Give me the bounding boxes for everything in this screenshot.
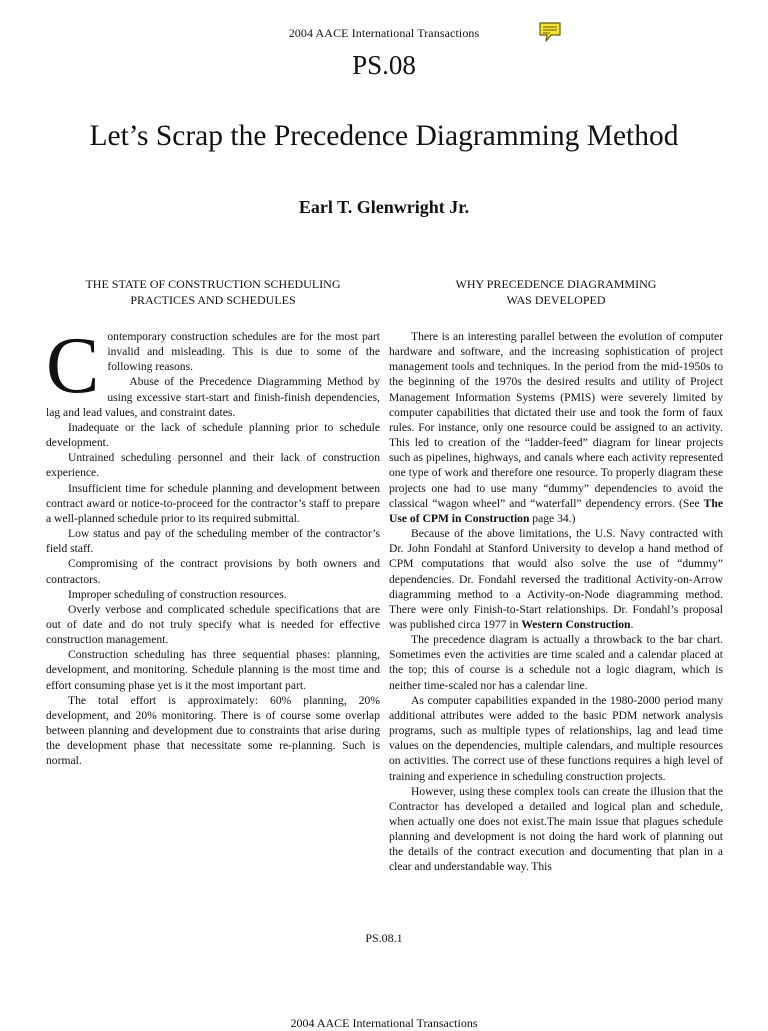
next-page-running-head: 2004 AACE International Transactions [290, 1016, 478, 1030]
first-paragraph-text: ontemporary construction schedules are for the most part invalid and misleading. This is due to some of the following reasons. [107, 330, 380, 374]
right-heading-line1: WHY PRECEDENCE DIAGRAMMING [455, 277, 657, 291]
author-name: Earl T. Glenwright Jr. [298, 197, 470, 217]
left-column [46, 277, 380, 769]
body-paragraph: Improper scheduling of construction resources. [68, 587, 287, 601]
paragraph-text: There is an interesting parallel between the evolution of computer hardware and software, and the increasing sophistication of project management tools and techniques. In the period from the mid-1950s to the beginning of the 1970s the desired results and utility of Project Management Information Systems (PMIS) were severely limited by computer capabilities that dictated their use and took the form of faux rules. For instance, only one resource could be assigned to an activity. This led to creation of the “ladder-feed” diagram for linear projects such as pipelines, highways, and canals where each activity represented one type of work and therefore one resource. To properly diagram these projects one had to use many “dummy” dependencies to avoid the classical “wagon wheel” and “waterfall” dependency errors. (See [389, 330, 723, 510]
paragraph-text: page 34.) [529, 511, 576, 525]
body-paragraph: As computer capabilities expanded in the 1980-2000 period many additional attributes were added to the basic PDM network analysis programs, such as multiple types of relationships, lag and lead time values on the dependencies, multiple calendars, and multiple resources on activities. The correct use of these functions requires a high level of training and experience in scheduling construction projects. [389, 693, 723, 783]
page-title: Let’s Scrap the Precedence Diagramming Method [89, 120, 679, 152]
body-paragraph: Overly verbose and complicated schedule specifications that are out of date and do not truly specify what is needed for effective construction management. [46, 602, 380, 647]
right-column-heading [389, 277, 723, 308]
body-paragraph: Inadequate or the lack of schedule planning prior to schedule development. [46, 420, 380, 450]
left-column-heading [46, 277, 380, 308]
body-paragraph: Low status and pay of the scheduling member of the contractor’s field staff. [46, 527, 380, 556]
comment-note-icon[interactable] [538, 20, 562, 44]
bold-reference: The Use of CPM in Construction [389, 496, 723, 525]
body-paragraph [389, 329, 723, 526]
page-number: PS.08.1 [365, 931, 403, 945]
body-paragraph: However, using these complex tools can create the illusion that the Contractor has developed a detailed and logical plan and schedule, when actually one does not exist.The main issue that plagues schedule planning and development is not doing the hard work of planning out the details of the contract execution and documenting that plan in a clear and understandable way. This [389, 784, 723, 874]
running-head: 2004 AACE International Transactions [288, 26, 480, 40]
bold-reference: Western Construction [521, 617, 631, 631]
right-heading-line2: WAS DEVELOPED [506, 292, 606, 307]
body-paragraph: Insufficient time for schedule planning and development between contract award or notice-to-proceed for the contractor’s staff to prepare a well-planned schedule prior to its required submittal. [46, 481, 380, 525]
paragraph-text: . [630, 617, 634, 631]
drop-cap: C [46, 322, 100, 410]
paper-id: PS.08 [352, 50, 416, 80]
body-paragraph: Abuse of the Precedence Diagramming Method by using excessive start-start and finish-finish dependencies, lag and lead values, and constraint dates. [46, 375, 380, 419]
body-paragraph: Compromising of the contract provisions by both owners and contractors. [46, 557, 380, 586]
body-paragraph: The precedence diagram is actually a throwback to the bar chart. Sometimes even the activities are time scaled and a calendar placed at the top; this of course is a schedule not a logic diagram, which is neither time-scaled nor has a calendar line. [389, 633, 723, 692]
body-paragraph: The total effort is approximately: 60% planning, 20% development, and 20% monitoring. There is of course some overlap between planning and development due to constraints that arise during the development phase that necessitate some re-planning. Such is normal. [46, 693, 380, 768]
paragraph-text: Because of the above limitations, the U.S. Navy contracted with Dr. John Fondahl at Stanford University to develop a hand method of CPM computations that would also solve the use of “dummy” dependencies. Dr. Fondahl reversed the traditional Activity-on-Arrow diagramming method to a Activity-on-Node diagramming method. There were only Finish-to-Start relationships. Dr. Fondahl’s proposal was published circa 1977 in [389, 527, 723, 631]
left-heading-line2: PRACTICES AND SCHEDULES [130, 292, 296, 307]
body-paragraph: Construction scheduling has three sequential phases: planning, development, and monitoring. Schedule planning is the most time and effort consuming phase yet is it the most important part. [46, 648, 380, 692]
right-column [389, 277, 723, 875]
body-paragraph: Untrained scheduling personnel and their lack of construction experience. [46, 451, 380, 480]
body-paragraph [389, 526, 723, 632]
left-heading-line1: THE STATE OF CONSTRUCTION SCHEDULING [85, 277, 341, 291]
